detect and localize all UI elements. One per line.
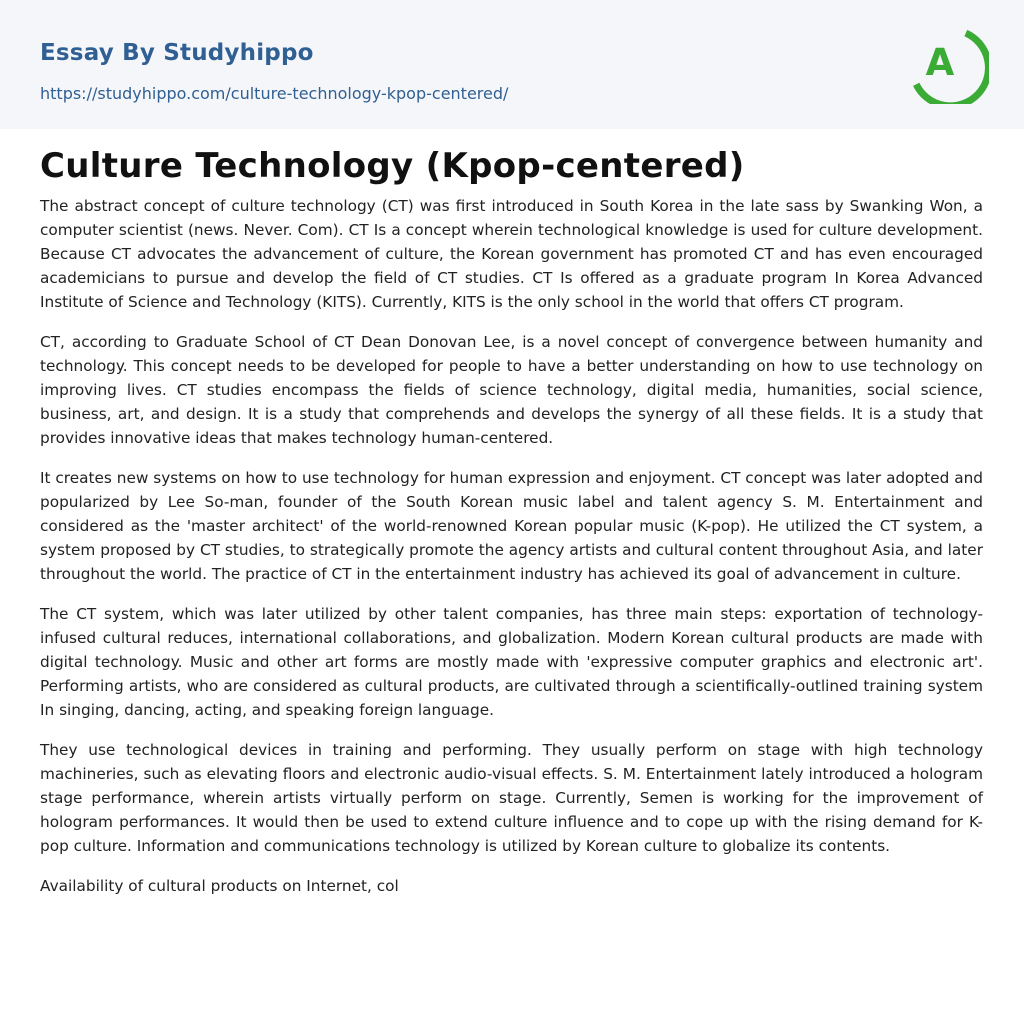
paragraph: The abstract concept of culture technology (CT) was first introduced in South Korea in the late sass by Swanking Won, a computer scientist (news. Never. Com). CT Is a concept wherein technological knowledge is used for culture development. Because CT advocates the advancement of culture, the Korean government has promoted CT and has even encouraged academicians to pursue and develop the field of CT studies. CT Is offered as a graduate program In Korea Advanced Institute of Science and Technology (KITS). Currently, KITS is the only school in the world that offers CT program. bbox=[40, 197, 983, 311]
essay-body bbox=[40, 194, 983, 914]
page-title: Culture Technology (Kpop-centered) bbox=[40, 146, 745, 186]
studyhippo-logo-icon[interactable] bbox=[905, 20, 989, 104]
paragraph: Availability of cultural products on Internet, col bbox=[40, 877, 399, 895]
logo-letter: A bbox=[925, 41, 955, 84]
site-header bbox=[0, 0, 1024, 129]
paragraph: They use technological devices in training and performing. They usually perform on stage with high technology machineries, such as elevating floors and electronic audio-visual effects. S. M. Entertainment lately introduced a hologram stage performance, wherein artists virtually perform on stage. Currently, Semen is working for the improvement of hologram performances. It would then be used to extend culture influence and to cope up with the rising demand for K-pop culture. Information and communications technology is utilized by Korean culture to globalize its contents. bbox=[40, 741, 983, 855]
site-title: Essay By Studyhippo bbox=[40, 40, 314, 66]
essay-url-link[interactable]: https://studyhippo.com/culture-technology-kpop-centered/ bbox=[40, 84, 509, 103]
paragraph: CT, according to Graduate School of CT Dean Donovan Lee, is a novel concept of convergence between humanity and technology. This concept needs to be developed for people to have a better understanding on how to use technology on improving lives. CT studies encompass the fields of science technology, digital media, humanities, social science, business, art, and design. It is a study that comprehends and develops the synergy of all these fields. It is a study that provides innovative ideas that makes technology human-centered. bbox=[40, 333, 983, 447]
paragraph: It creates new systems on how to use technology for human expression and enjoyment. CT concept was later adopted and popularized by Lee So-man, founder of the South Korean music label and talent agency S. M. Entertainment and considered as the 'master architect' of the world-renowned Korean popular music (K-pop). He utilized the CT system, a system proposed by CT studies, to strategically promote the agency artists and cultural content throughout Asia, and later throughout the world. The practice of CT in the entertainment industry has achieved its goal of advancement in culture. bbox=[40, 469, 983, 583]
paragraph: The CT system, which was later utilized by other talent companies, has three main steps: exportation of technology-infused cultural reduces, international collaborations, and globalization. Modern Korean cultural products are made with digital technology. Music and other art forms are mostly made with 'expressive computer graphics and electronic art'. Performing artists, who are considered as cultural products, are cultivated through a scientifically-outlined training system In singing, dancing, acting, and speaking foreign language. bbox=[40, 605, 983, 719]
